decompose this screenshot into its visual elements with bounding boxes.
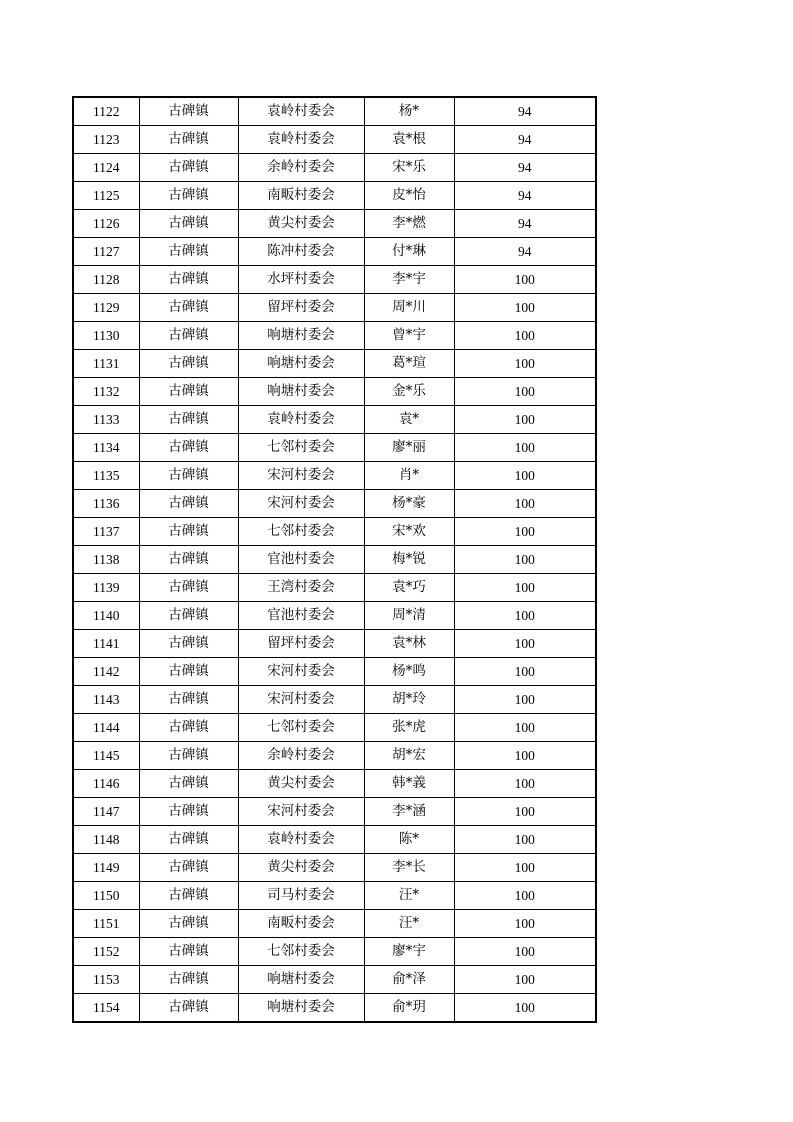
town-cell: 古碑镇 xyxy=(139,994,238,1023)
person-name-cell: 俞*玥 xyxy=(364,994,454,1023)
score-cell: 100 xyxy=(454,910,596,938)
table-row xyxy=(73,266,596,294)
village-cell: 七邻村委会 xyxy=(238,938,364,966)
village-cell: 官池村委会 xyxy=(238,602,364,630)
person-name-cell: 袁*林 xyxy=(364,630,454,658)
score-cell: 94 xyxy=(454,97,596,126)
person-name-cell: 梅*锐 xyxy=(364,546,454,574)
village-cell: 袁岭村委会 xyxy=(238,97,364,126)
score-cell: 100 xyxy=(454,462,596,490)
person-name-cell: 肖* xyxy=(364,462,454,490)
village-cell: 官池村委会 xyxy=(238,546,364,574)
table-row xyxy=(73,686,596,714)
row-id-cell: 1146 xyxy=(73,770,139,798)
table-row xyxy=(73,882,596,910)
score-cell: 94 xyxy=(454,210,596,238)
person-name-cell: 俞*泽 xyxy=(364,966,454,994)
village-cell: 宋河村委会 xyxy=(238,686,364,714)
town-cell: 古碑镇 xyxy=(139,658,238,686)
person-name-cell: 胡*宏 xyxy=(364,742,454,770)
town-cell: 古碑镇 xyxy=(139,294,238,322)
score-cell: 100 xyxy=(454,798,596,826)
village-cell: 陈冲村委会 xyxy=(238,238,364,266)
row-id-cell: 1140 xyxy=(73,602,139,630)
table-row xyxy=(73,97,596,126)
table-row xyxy=(73,238,596,266)
row-id-cell: 1122 xyxy=(73,97,139,126)
row-id-cell: 1135 xyxy=(73,462,139,490)
score-cell: 100 xyxy=(454,770,596,798)
town-cell: 古碑镇 xyxy=(139,966,238,994)
town-cell: 古碑镇 xyxy=(139,462,238,490)
town-cell: 古碑镇 xyxy=(139,350,238,378)
person-name-cell: 杨*鸣 xyxy=(364,658,454,686)
town-cell: 古碑镇 xyxy=(139,266,238,294)
town-cell: 古碑镇 xyxy=(139,210,238,238)
table-row xyxy=(73,210,596,238)
person-name-cell: 皮*怡 xyxy=(364,182,454,210)
village-cell: 七邻村委会 xyxy=(238,434,364,462)
village-cell: 王湾村委会 xyxy=(238,574,364,602)
score-cell: 100 xyxy=(454,602,596,630)
village-cell: 宋河村委会 xyxy=(238,798,364,826)
village-cell: 南畈村委会 xyxy=(238,182,364,210)
row-id-cell: 1149 xyxy=(73,854,139,882)
row-id-cell: 1137 xyxy=(73,518,139,546)
town-cell: 古碑镇 xyxy=(139,97,238,126)
village-cell: 黄尖村委会 xyxy=(238,210,364,238)
score-cell: 100 xyxy=(454,882,596,910)
town-cell: 古碑镇 xyxy=(139,770,238,798)
village-cell: 响塘村委会 xyxy=(238,966,364,994)
table-row xyxy=(73,826,596,854)
table-row xyxy=(73,378,596,406)
person-name-cell: 袁*根 xyxy=(364,126,454,154)
score-cell: 100 xyxy=(454,574,596,602)
row-id-cell: 1150 xyxy=(73,882,139,910)
town-cell: 古碑镇 xyxy=(139,406,238,434)
score-cell: 100 xyxy=(454,966,596,994)
row-id-cell: 1130 xyxy=(73,322,139,350)
person-name-cell: 袁*巧 xyxy=(364,574,454,602)
row-id-cell: 1141 xyxy=(73,630,139,658)
row-id-cell: 1132 xyxy=(73,378,139,406)
person-name-cell: 袁* xyxy=(364,406,454,434)
table-row xyxy=(73,602,596,630)
row-id-cell: 1133 xyxy=(73,406,139,434)
score-cell: 100 xyxy=(454,714,596,742)
score-cell: 100 xyxy=(454,406,596,434)
score-cell: 100 xyxy=(454,518,596,546)
row-id-cell: 1144 xyxy=(73,714,139,742)
table-row xyxy=(73,798,596,826)
village-cell: 宋河村委会 xyxy=(238,462,364,490)
person-name-cell: 杨*豪 xyxy=(364,490,454,518)
town-cell: 古碑镇 xyxy=(139,714,238,742)
score-cell: 100 xyxy=(454,742,596,770)
table-row xyxy=(73,658,596,686)
town-cell: 古碑镇 xyxy=(139,602,238,630)
row-id-cell: 1151 xyxy=(73,910,139,938)
town-cell: 古碑镇 xyxy=(139,490,238,518)
town-cell: 古碑镇 xyxy=(139,882,238,910)
row-id-cell: 1152 xyxy=(73,938,139,966)
table-row xyxy=(73,854,596,882)
score-cell: 100 xyxy=(454,938,596,966)
town-cell: 古碑镇 xyxy=(139,322,238,350)
row-id-cell: 1134 xyxy=(73,434,139,462)
table-row xyxy=(73,630,596,658)
score-cell: 94 xyxy=(454,182,596,210)
score-cell: 100 xyxy=(454,490,596,518)
table-row xyxy=(73,126,596,154)
table-body xyxy=(73,97,596,1022)
table-row xyxy=(73,518,596,546)
person-name-cell: 李*燃 xyxy=(364,210,454,238)
row-id-cell: 1138 xyxy=(73,546,139,574)
row-id-cell: 1142 xyxy=(73,658,139,686)
table-row xyxy=(73,294,596,322)
town-cell: 古碑镇 xyxy=(139,546,238,574)
table-row xyxy=(73,434,596,462)
person-name-cell: 廖*宇 xyxy=(364,938,454,966)
table-row xyxy=(73,350,596,378)
person-name-cell: 韩*義 xyxy=(364,770,454,798)
town-cell: 古碑镇 xyxy=(139,182,238,210)
score-cell: 100 xyxy=(454,546,596,574)
town-cell: 古碑镇 xyxy=(139,238,238,266)
person-name-cell: 汪* xyxy=(364,910,454,938)
score-cell: 100 xyxy=(454,434,596,462)
score-cell: 100 xyxy=(454,322,596,350)
table-row xyxy=(73,770,596,798)
score-cell: 100 xyxy=(454,994,596,1023)
row-id-cell: 1136 xyxy=(73,490,139,518)
score-cell: 94 xyxy=(454,154,596,182)
village-cell: 响塘村委会 xyxy=(238,322,364,350)
score-cell: 100 xyxy=(454,630,596,658)
village-cell: 司马村委会 xyxy=(238,882,364,910)
town-cell: 古碑镇 xyxy=(139,686,238,714)
row-id-cell: 1127 xyxy=(73,238,139,266)
person-name-cell: 胡*玲 xyxy=(364,686,454,714)
person-name-cell: 汪* xyxy=(364,882,454,910)
table-row xyxy=(73,938,596,966)
score-cell: 100 xyxy=(454,686,596,714)
village-cell: 留坪村委会 xyxy=(238,630,364,658)
village-cell: 宋河村委会 xyxy=(238,658,364,686)
village-cell: 宋河村委会 xyxy=(238,490,364,518)
table-row xyxy=(73,910,596,938)
person-name-cell: 周*清 xyxy=(364,602,454,630)
person-name-cell: 杨* xyxy=(364,97,454,126)
village-cell: 袁岭村委会 xyxy=(238,826,364,854)
town-cell: 古碑镇 xyxy=(139,378,238,406)
row-id-cell: 1145 xyxy=(73,742,139,770)
village-cell: 余岭村委会 xyxy=(238,742,364,770)
row-id-cell: 1154 xyxy=(73,994,139,1023)
village-cell: 留坪村委会 xyxy=(238,294,364,322)
row-id-cell: 1123 xyxy=(73,126,139,154)
town-cell: 古碑镇 xyxy=(139,798,238,826)
table-row xyxy=(73,742,596,770)
score-cell: 94 xyxy=(454,238,596,266)
town-cell: 古碑镇 xyxy=(139,518,238,546)
score-cell: 100 xyxy=(454,350,596,378)
row-id-cell: 1139 xyxy=(73,574,139,602)
town-cell: 古碑镇 xyxy=(139,126,238,154)
table-row xyxy=(73,714,596,742)
person-name-cell: 宋*欢 xyxy=(364,518,454,546)
town-cell: 古碑镇 xyxy=(139,910,238,938)
town-cell: 古碑镇 xyxy=(139,154,238,182)
score-cell: 100 xyxy=(454,378,596,406)
person-name-cell: 张*虎 xyxy=(364,714,454,742)
town-cell: 古碑镇 xyxy=(139,826,238,854)
table-row xyxy=(73,406,596,434)
person-name-cell: 李*长 xyxy=(364,854,454,882)
score-cell: 100 xyxy=(454,826,596,854)
person-name-cell: 付*琳 xyxy=(364,238,454,266)
town-cell: 古碑镇 xyxy=(139,742,238,770)
person-name-cell: 金*乐 xyxy=(364,378,454,406)
town-cell: 古碑镇 xyxy=(139,574,238,602)
town-cell: 古碑镇 xyxy=(139,630,238,658)
row-id-cell: 1131 xyxy=(73,350,139,378)
person-name-cell: 陈* xyxy=(364,826,454,854)
village-cell: 袁岭村委会 xyxy=(238,406,364,434)
village-cell: 袁岭村委会 xyxy=(238,126,364,154)
village-cell: 黄尖村委会 xyxy=(238,770,364,798)
person-name-cell: 葛*瑄 xyxy=(364,350,454,378)
row-id-cell: 1126 xyxy=(73,210,139,238)
person-name-cell: 李*涵 xyxy=(364,798,454,826)
town-cell: 古碑镇 xyxy=(139,854,238,882)
table-row xyxy=(73,154,596,182)
table-row xyxy=(73,462,596,490)
table-row xyxy=(73,322,596,350)
village-cell: 响塘村委会 xyxy=(238,994,364,1023)
row-id-cell: 1153 xyxy=(73,966,139,994)
score-cell: 100 xyxy=(454,658,596,686)
table-row xyxy=(73,994,596,1023)
row-id-cell: 1128 xyxy=(73,266,139,294)
row-id-cell: 1125 xyxy=(73,182,139,210)
village-cell: 响塘村委会 xyxy=(238,350,364,378)
data-table xyxy=(72,96,597,1023)
table-row xyxy=(73,966,596,994)
table-row xyxy=(73,490,596,518)
village-cell: 响塘村委会 xyxy=(238,378,364,406)
row-id-cell: 1147 xyxy=(73,798,139,826)
person-name-cell: 廖*丽 xyxy=(364,434,454,462)
row-id-cell: 1143 xyxy=(73,686,139,714)
score-cell: 100 xyxy=(454,294,596,322)
table-row xyxy=(73,574,596,602)
table-row xyxy=(73,182,596,210)
row-id-cell: 1148 xyxy=(73,826,139,854)
town-cell: 古碑镇 xyxy=(139,938,238,966)
person-name-cell: 周*川 xyxy=(364,294,454,322)
row-id-cell: 1129 xyxy=(73,294,139,322)
village-cell: 水坪村委会 xyxy=(238,266,364,294)
score-cell: 100 xyxy=(454,854,596,882)
row-id-cell: 1124 xyxy=(73,154,139,182)
village-cell: 七邻村委会 xyxy=(238,518,364,546)
town-cell: 古碑镇 xyxy=(139,434,238,462)
person-name-cell: 曾*宇 xyxy=(364,322,454,350)
score-cell: 94 xyxy=(454,126,596,154)
village-cell: 南畈村委会 xyxy=(238,910,364,938)
village-cell: 余岭村委会 xyxy=(238,154,364,182)
table-row xyxy=(73,546,596,574)
score-cell: 100 xyxy=(454,266,596,294)
village-cell: 黄尖村委会 xyxy=(238,854,364,882)
village-cell: 七邻村委会 xyxy=(238,714,364,742)
person-name-cell: 李*宇 xyxy=(364,266,454,294)
person-name-cell: 宋*乐 xyxy=(364,154,454,182)
